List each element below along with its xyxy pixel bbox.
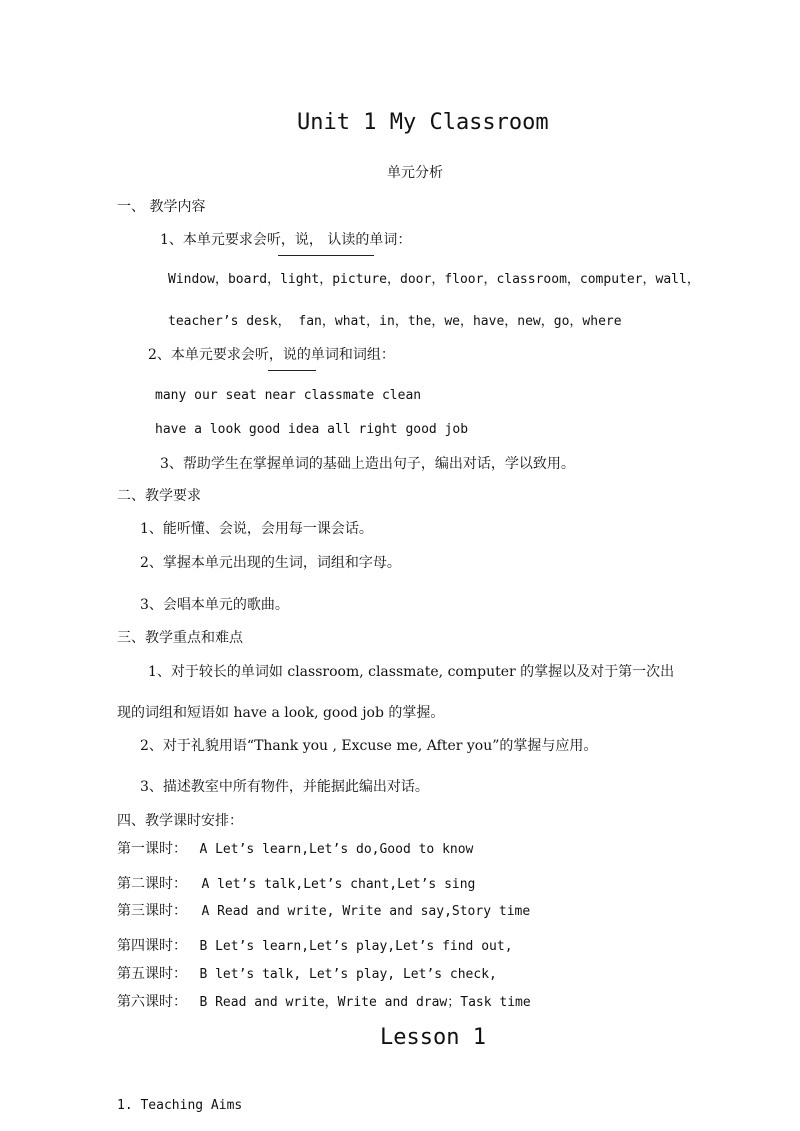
underline-2: [268, 370, 316, 371]
section-3-item-3: 3、描述教室中所有物件，并能据此编出对话。: [140, 779, 429, 795]
vocab-line-1: Window，board，light，picture，door，floor，classroom，computer，wall，: [168, 272, 700, 287]
underline-1: [278, 255, 374, 256]
schedule-content: A Let’s learn,Let’s do,Good to know: [199, 842, 474, 857]
section-3-item-1b: 现的词组和短语如 have a look, good job 的掌握。: [117, 705, 445, 721]
schedule-row: [117, 840, 473, 859]
schedule-row: [117, 902, 530, 921]
schedule-content: A let’s talk,Let’s chant,Let’s sing: [201, 877, 476, 892]
schedule-label: 第六课时：: [117, 994, 187, 1010]
schedule-content: B Let’s learn,Let’s play,Let’s find out,: [199, 939, 513, 954]
section-3-heading: 三、教学重点和难点: [117, 630, 243, 646]
schedule-label: 第二课时：: [117, 876, 187, 892]
section-1-heading: 一、 教学内容: [117, 199, 206, 215]
section-1-item-3: 3、帮助学生在掌握单词的基础上造出句子，编出对话，学以致用。: [160, 456, 575, 472]
schedule-row: [117, 875, 475, 894]
schedule-row: [117, 965, 497, 984]
page-title: Unit 1 My Classroom: [297, 110, 549, 135]
vocab-line-3: many our seat near classmate clean: [155, 388, 422, 403]
schedule-label: 第一课时：: [117, 841, 187, 857]
schedule-content: B let’s talk, Let’s play, Let’s check,: [199, 967, 497, 982]
section-1-item-2: 2、本单元要求会听，说的单词和词组：: [148, 347, 395, 363]
schedule-content: A Read and write, Write and say,Story time: [201, 904, 531, 919]
schedule-label: 第四课时：: [117, 938, 187, 954]
section-1-item-1: 1、本单元要求会听，说， 认读的单词：: [160, 232, 412, 248]
section-2-item-1: 1、能听懂、会说，会用每一课会话。: [140, 521, 373, 537]
teaching-aims-heading: 1. Teaching Aims: [117, 1098, 243, 1113]
lesson-title: Lesson 1: [380, 1025, 486, 1050]
schedule-label: 第三课时：: [117, 903, 187, 919]
schedule-row: [117, 937, 513, 956]
section-2-item-3: 3、会唱本单元的歌曲。: [140, 597, 289, 613]
page-subtitle: 单元分析: [387, 165, 443, 181]
section-3-item-2: 2、对于礼貌用语“Thank you , Excuse me, After you”的掌握与应用。: [140, 738, 598, 754]
section-2-item-2: 2、掌握本单元出现的生词，词组和字母。: [140, 555, 401, 571]
vocab-line-2: teacher’s desk， fan，what，in，the，we，have，new，go，where: [168, 314, 622, 329]
schedule-row: [117, 993, 531, 1012]
section-4-heading: 四、教学课时安排：: [117, 813, 243, 829]
vocab-line-4: have a look good idea all right good job: [155, 422, 469, 437]
section-2-heading: 二、教学要求: [117, 488, 201, 504]
section-3-item-1a: 1、对于较长的单词如 classroom, classmate, computer 的掌握以及对于第一次出: [148, 664, 675, 680]
schedule-label: 第五课时：: [117, 966, 187, 982]
schedule-content: B Read and write，Write and draw；Task time: [199, 995, 531, 1010]
